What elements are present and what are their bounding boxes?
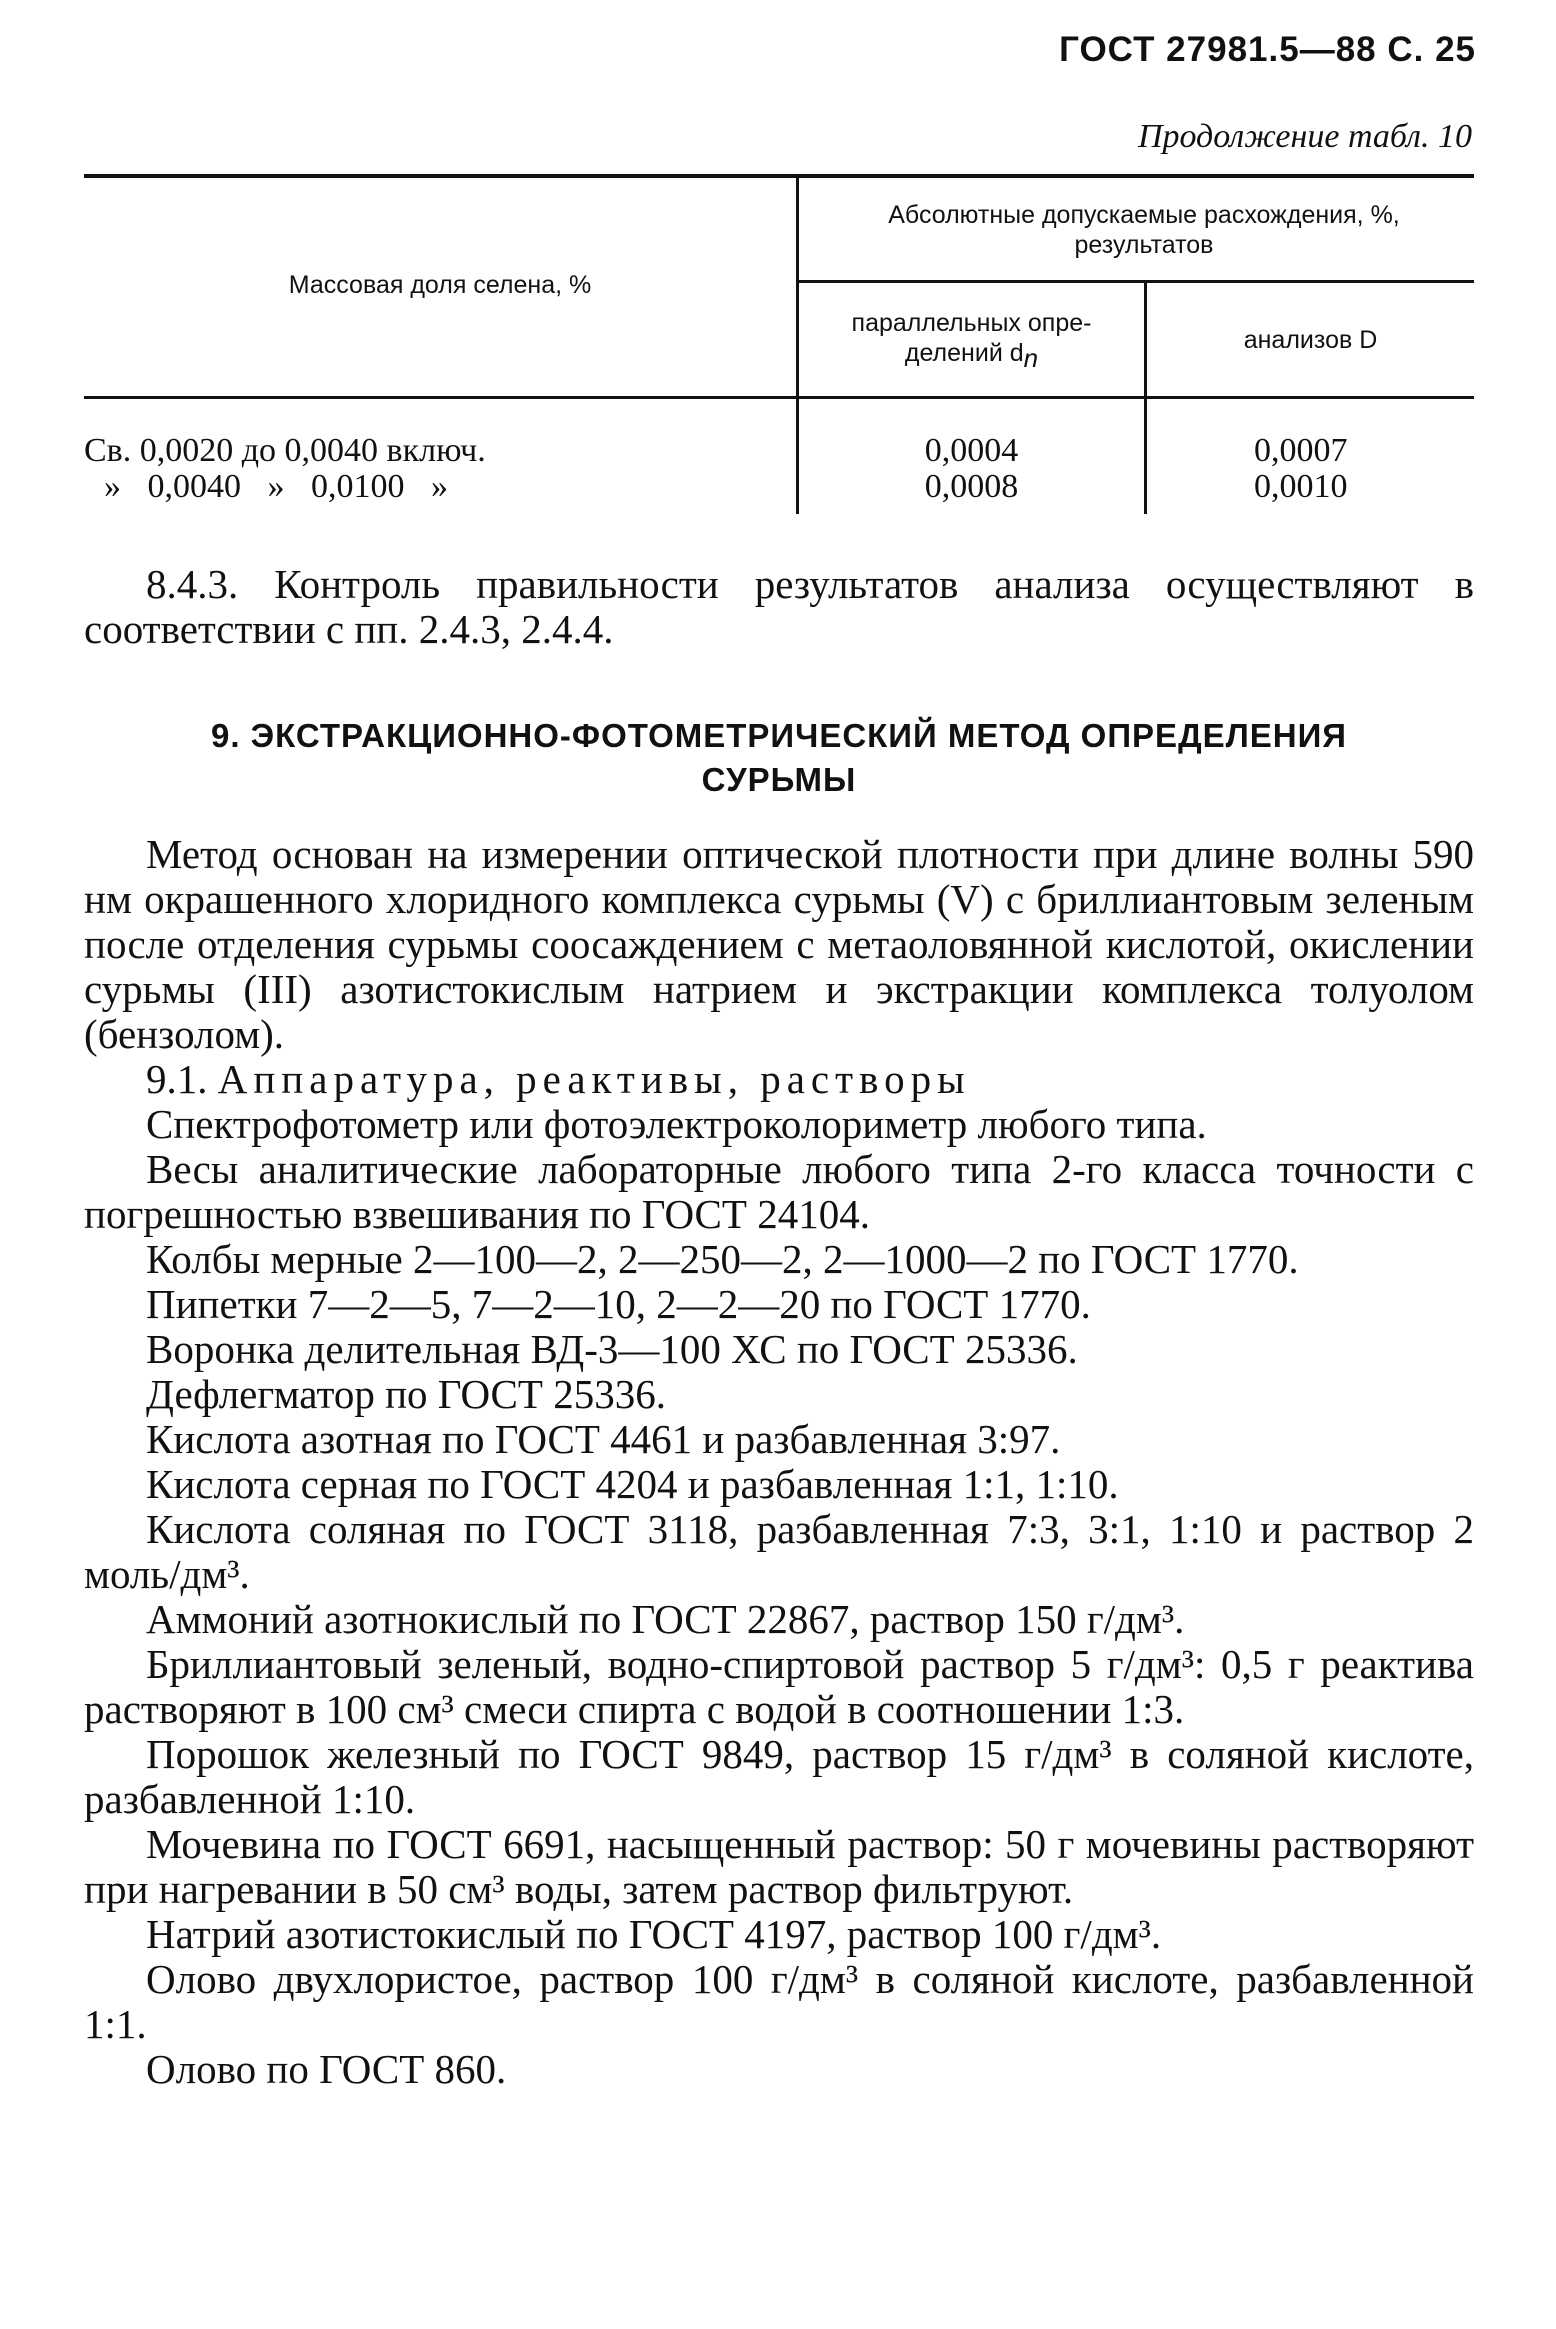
table-top-rule xyxy=(84,174,1474,178)
item-urea: Мочевина по ГОСТ 6691, насыщенный раствор: 50 г мочевины растворяют при нагревании в 50 см³ воды, затем раствор фильтруют. xyxy=(84,1821,1474,1912)
item-nitric-acid: Кислота азотная по ГОСТ 4461 и разбавленная 3:97. xyxy=(146,1416,1061,1462)
section-9-title xyxy=(84,714,1474,802)
header-bottom-rule xyxy=(84,396,1474,399)
table-caption: Продолжение табл. 10 xyxy=(1137,118,1472,155)
row-1-D: 0,0007 xyxy=(1254,432,1348,469)
item-sodium-nitrite: Натрий азотистокислый по ГОСТ 4197, раствор 100 г/дм³. xyxy=(146,1911,1162,1957)
item-brilliant-green: Бриллиантовый зеленый, водно-спиртовой раствор 5 г/дм³: 0,5 г реактива растворяют в 100 см³ смеси спирта с водой в соотношении 1:3. xyxy=(84,1641,1474,1732)
item-sulfuric-acid: Кислота серная по ГОСТ 4204 и разбавленная 1:1, 1:10. xyxy=(146,1461,1119,1507)
row-2-range: » 0,0040 » 0,0100 » xyxy=(104,468,448,505)
col-divider-2 xyxy=(1144,280,1147,514)
group-header-rule xyxy=(796,280,1474,283)
row-1-range: Св. 0,0020 до 0,0040 включ. xyxy=(84,432,486,469)
col-header-parallel-text: делений d xyxy=(904,339,1024,367)
col-header-selenium: Массовая доля селена, % xyxy=(288,271,592,299)
col-header-parallel-line2 xyxy=(799,338,1144,373)
item-flasks: Колбы мерные 2—100—2, 2—250—2, 2—1000—2 по ГОСТ 1770. xyxy=(146,1236,1299,1282)
item-ammonium-nitrate: Аммоний азотнокислый по ГОСТ 22867, раствор 150 г/дм³. xyxy=(146,1596,1185,1642)
item-dephlegmator: Дефлегматор по ГОСТ 25336. xyxy=(146,1371,666,1417)
subsection-9-1-number: 9.1. xyxy=(146,1056,208,1102)
col-header-parallel-sub: n xyxy=(1023,343,1039,373)
col-header-parallel-line1: параллельных опре- xyxy=(851,309,1092,337)
row-2-D: 0,0010 xyxy=(1254,468,1348,505)
subsection-9-1-heading xyxy=(84,1057,1474,1102)
section-9-title-line1: 9. ЭКСТРАКЦИОННО-ФОТОМЕТРИЧЕСКИЙ МЕТОД ОПРЕДЕЛЕНИЯ xyxy=(210,717,1348,754)
row-2-dn: 0,0008 xyxy=(924,468,1019,505)
subsection-9-1-title: Аппаратура, реактивы, растворы xyxy=(217,1056,971,1102)
section-9-title-line2: СУРЬМЫ xyxy=(701,761,857,798)
item-spectrophotometer: Спектрофотометр или фотоэлектроколориметр любого типа. xyxy=(146,1101,1207,1147)
method-intro: Метод основан на измерении оптической плотности при длине волны 590 нм окрашенного хлоридного комплекса сурьмы (V) с бриллиантовым зеленым после отделения сурьмы соосаждением с метаоловянной кислотой, окислении сурьмы (III) азотистокислым натрием и экстракции комплекса толуолом (бензолом). xyxy=(84,831,1474,1057)
paragraph-8-4-3-block xyxy=(84,562,1474,652)
item-scales: Весы аналитические лабораторные любого типа 2-го класса точности с погрешностью взвешивания по ГОСТ 24104. xyxy=(84,1146,1474,1237)
running-header: ГОСТ 27981.5—88 С. 25 xyxy=(1059,30,1476,69)
item-tin-dichloride: Олово двухлористое, раствор 100 г/дм³ в соляной кислоте, разбавленной 1:1. xyxy=(84,1956,1474,2047)
item-iron-powder: Порошок железный по ГОСТ 9849, раствор 15 г/дм³ в соляной кислоте, разбавленной 1:10. xyxy=(84,1731,1474,1822)
item-tin: Олово по ГОСТ 860. xyxy=(146,2046,507,2092)
selenium-tolerance-table xyxy=(84,170,1474,515)
section-9-body xyxy=(84,832,1474,2092)
item-pipettes: Пипетки 7—2—5, 7—2—10, 2—2—20 по ГОСТ 1770. xyxy=(146,1281,1091,1327)
item-hydrochloric-acid: Кислота соляная по ГОСТ 3118, разбавленная 7:3, 3:1, 1:10 и раствор 2 моль/дм³. xyxy=(84,1506,1474,1597)
row-1-dn: 0,0004 xyxy=(924,432,1019,469)
col-header-parallel xyxy=(799,308,1144,373)
paragraph-8-4-3: 8.4.3. Контроль правильности результатов анализа осуществляют в соответствии с пп. 2.4.3, 2.4.4. xyxy=(84,561,1474,652)
col-header-analyses: анализов D xyxy=(1243,326,1378,354)
item-funnel: Воронка делительная ВД-3—100 ХС по ГОСТ 25336. xyxy=(146,1326,1078,1372)
group-header-tolerance: Абсолютные допускаемые расхождения, %, результатов xyxy=(888,201,1400,259)
